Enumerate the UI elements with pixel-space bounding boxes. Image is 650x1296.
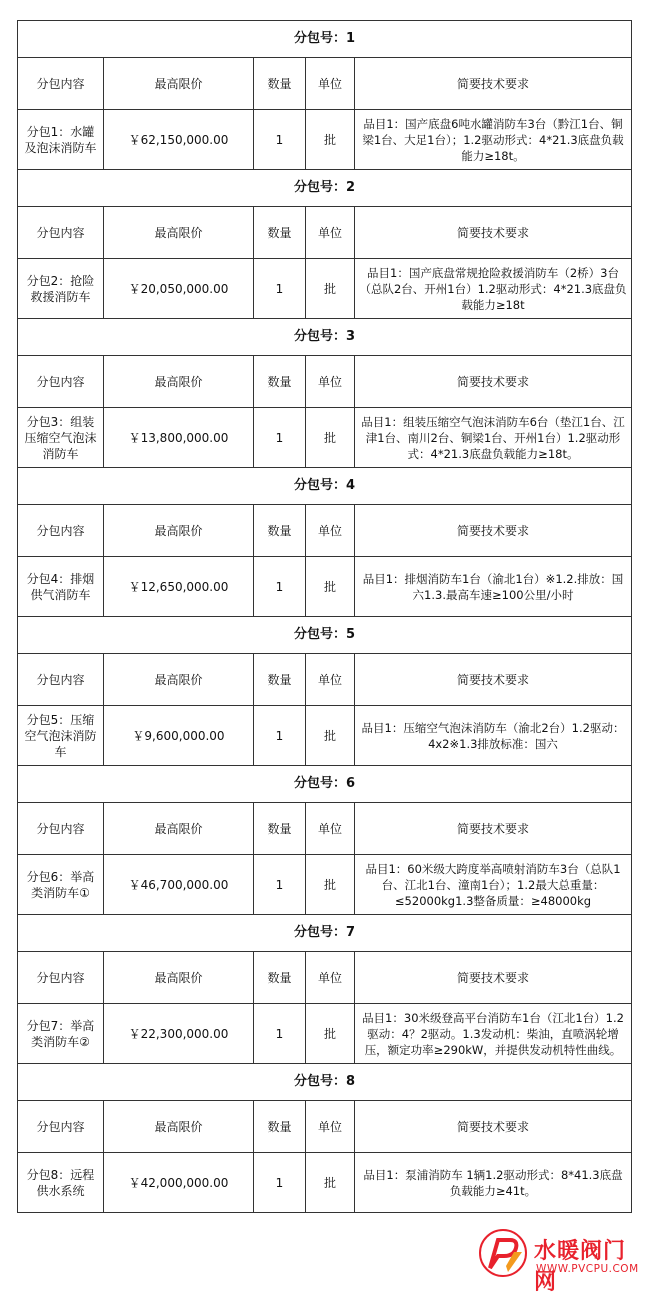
watermark-name: 水暖阀门网 <box>534 1239 627 1295</box>
column-header: 单位 <box>306 803 355 855</box>
package-title: 分包号：4 <box>18 468 632 505</box>
quantity-cell: 1 <box>254 557 306 617</box>
package-title: 分包号：3 <box>18 319 632 356</box>
requirements-cell: 品目1：泵浦消防车 1辆1.2驱动形式：8*41.3底盘负载能力≥41t。 <box>355 1153 632 1213</box>
column-header: 最高限价 <box>104 1101 254 1153</box>
quantity-cell: 1 <box>254 1004 306 1064</box>
column-header: 单位 <box>306 952 355 1004</box>
package-title-row <box>18 468 632 505</box>
column-header: 最高限价 <box>104 505 254 557</box>
package-title: 分包号：7 <box>18 915 632 952</box>
column-header-row <box>18 505 632 557</box>
unit-cell: 批 <box>306 259 355 319</box>
column-header: 简要技术要求 <box>355 952 632 1004</box>
column-header: 单位 <box>306 505 355 557</box>
requirements-cell: 品目1：组装压缩空气泡沫消防车6台（垫江1台、江津1台、南川2台、铜梁1台、开州1台）1.2驱动形式：4*21.3底盘负载能力≥18t。 <box>355 408 632 468</box>
package-title: 分包号：5 <box>18 617 632 654</box>
package-title: 分包号：8 <box>18 1064 632 1101</box>
unit-cell: 批 <box>306 1004 355 1064</box>
max-price-cell: ￥12,650,000.00 <box>104 557 254 617</box>
column-header: 最高限价 <box>104 952 254 1004</box>
pv-logo-icon <box>478 1228 528 1278</box>
column-header-row <box>18 207 632 259</box>
requirements-cell: 品目1：60米级大跨度举高喷射消防车3台（总队1台、江北1台、潼南1台）；1.2最大总重量：≤52000kg1.3整备质量：≥48000kg <box>355 855 632 915</box>
max-price-cell: ￥62,150,000.00 <box>104 110 254 170</box>
package-title: 分包号：2 <box>18 170 632 207</box>
column-header-row <box>18 803 632 855</box>
package-content-cell: 分包8：远程供水系统 <box>18 1153 104 1213</box>
unit-cell: 批 <box>306 855 355 915</box>
column-header: 单位 <box>306 58 355 110</box>
unit-cell: 批 <box>306 408 355 468</box>
max-price-cell: ￥22,300,000.00 <box>104 1004 254 1064</box>
table-row <box>18 408 632 468</box>
column-header: 单位 <box>306 1101 355 1153</box>
table-row <box>18 706 632 766</box>
unit-cell: 批 <box>306 110 355 170</box>
quantity-cell: 1 <box>254 259 306 319</box>
column-header: 最高限价 <box>104 58 254 110</box>
package-content-cell: 分包3：组装压缩空气泡沫消防车 <box>18 408 104 468</box>
max-price-cell: ￥20,050,000.00 <box>104 259 254 319</box>
column-header: 数量 <box>254 207 306 259</box>
site-watermark <box>478 1228 646 1295</box>
column-header: 最高限价 <box>104 356 254 408</box>
package-content-cell: 分包1：水罐及泡沫消防车 <box>18 110 104 170</box>
column-header: 数量 <box>254 505 306 557</box>
table-row <box>18 855 632 915</box>
column-header: 简要技术要求 <box>355 505 632 557</box>
package-title-row <box>18 21 632 58</box>
column-header: 数量 <box>254 1101 306 1153</box>
column-header: 分包内容 <box>18 58 104 110</box>
table-row <box>18 259 632 319</box>
package-content-cell: 分包5：压缩空气泡沫消防车 <box>18 706 104 766</box>
column-header: 分包内容 <box>18 1101 104 1153</box>
package-title-row <box>18 319 632 356</box>
requirements-cell: 品目1：排烟消防车1台（渝北1台）※1.2.排放：国六1.3.最高车速≥100公里/小时 <box>355 557 632 617</box>
quantity-cell: 1 <box>254 110 306 170</box>
column-header-row <box>18 952 632 1004</box>
column-header: 简要技术要求 <box>355 654 632 706</box>
package-title: 分包号：6 <box>18 766 632 803</box>
max-price-cell: ￥13,800,000.00 <box>104 408 254 468</box>
column-header: 单位 <box>306 356 355 408</box>
column-header: 分包内容 <box>18 654 104 706</box>
column-header: 分包内容 <box>18 803 104 855</box>
column-header-row <box>18 654 632 706</box>
package-content-cell: 分包2：抢险救援消防车 <box>18 259 104 319</box>
quantity-cell: 1 <box>254 706 306 766</box>
column-header: 分包内容 <box>18 952 104 1004</box>
quantity-cell: 1 <box>254 408 306 468</box>
package-content-cell: 分包4：排烟供气消防车 <box>18 557 104 617</box>
column-header: 单位 <box>306 207 355 259</box>
table-row <box>18 557 632 617</box>
column-header: 简要技术要求 <box>355 58 632 110</box>
quantity-cell: 1 <box>254 855 306 915</box>
column-header: 最高限价 <box>104 803 254 855</box>
requirements-cell: 品目1：30米级登高平台消防车1台（江北1台）1.2驱动：4？2驱动。1.3发动机：柴油，直喷涡轮增压，额定功率≥290kW，并提供发动机特性曲线。 <box>355 1004 632 1064</box>
column-header: 分包内容 <box>18 505 104 557</box>
column-header: 数量 <box>254 356 306 408</box>
column-header-row <box>18 58 632 110</box>
column-header-row <box>18 356 632 408</box>
quantity-cell: 1 <box>254 1153 306 1213</box>
column-header: 简要技术要求 <box>355 803 632 855</box>
column-header-row <box>18 1101 632 1153</box>
column-header: 数量 <box>254 654 306 706</box>
column-header: 分包内容 <box>18 356 104 408</box>
column-header: 数量 <box>254 58 306 110</box>
column-header: 简要技术要求 <box>355 1101 632 1153</box>
max-price-cell: ￥9,600,000.00 <box>104 706 254 766</box>
unit-cell: 批 <box>306 557 355 617</box>
column-header: 最高限价 <box>104 654 254 706</box>
max-price-cell: ￥46,700,000.00 <box>104 855 254 915</box>
table-row <box>18 1004 632 1064</box>
column-header: 数量 <box>254 952 306 1004</box>
package-title-row <box>18 1064 632 1101</box>
column-header: 分包内容 <box>18 207 104 259</box>
package-title-row <box>18 915 632 952</box>
watermark-url: WWW.PVCPU.COM <box>536 1263 639 1275</box>
package-title: 分包号：1 <box>18 21 632 58</box>
package-title-row <box>18 170 632 207</box>
column-header: 单位 <box>306 654 355 706</box>
column-header: 最高限价 <box>104 207 254 259</box>
procurement-table <box>17 20 632 1213</box>
package-title-row <box>18 617 632 654</box>
package-content-cell: 分包6：举高类消防车① <box>18 855 104 915</box>
unit-cell: 批 <box>306 1153 355 1213</box>
requirements-cell: 品目1：国产底盘常规抢险救援消防车（2桥）3台（总队2台、开州1台）1.2驱动形式：4*21.3底盘负载能力≥18t <box>355 259 632 319</box>
table-row <box>18 110 632 170</box>
table-row <box>18 1153 632 1213</box>
requirements-cell: 品目1：压缩空气泡沫消防车（渝北2台）1.2驱动：4x2※1.3排放标准：国六 <box>355 706 632 766</box>
unit-cell: 批 <box>306 706 355 766</box>
column-header: 简要技术要求 <box>355 356 632 408</box>
column-header: 简要技术要求 <box>355 207 632 259</box>
requirements-cell: 品目1：国产底盘6吨水罐消防车3台（黔江1台、铜梁1台、大足1台）；1.2驱动形式：4*21.3底盘负载能力≥18t。 <box>355 110 632 170</box>
max-price-cell: ￥42,000,000.00 <box>104 1153 254 1213</box>
column-header: 数量 <box>254 803 306 855</box>
package-content-cell: 分包7：举高类消防车② <box>18 1004 104 1064</box>
package-title-row <box>18 766 632 803</box>
